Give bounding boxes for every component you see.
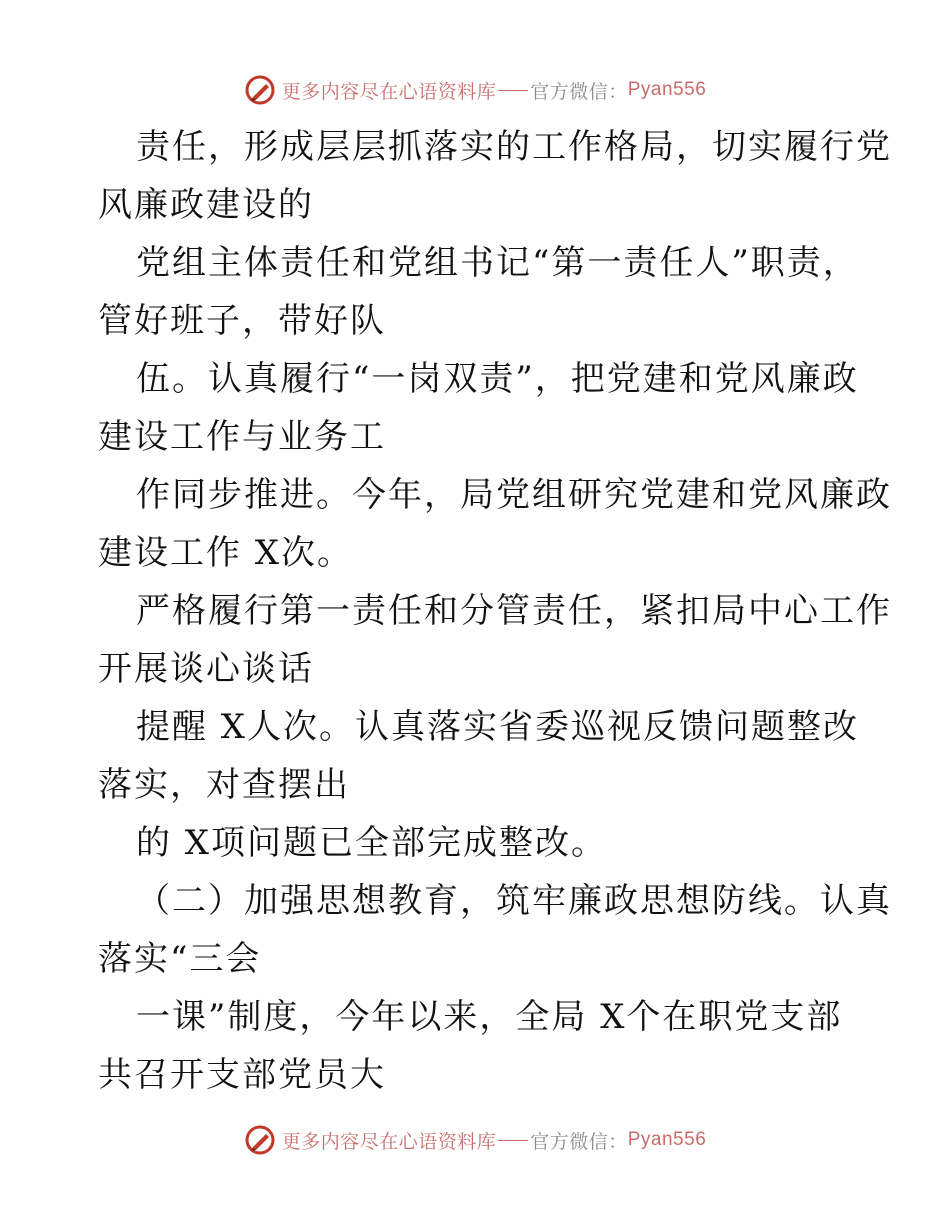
paragraph [98, 350, 858, 466]
paragraph-line: 管好班子，带好队 [98, 301, 386, 341]
paragraph-line: 共召开支部党员大 [98, 1055, 386, 1095]
watermark-text: 更多内容尽在心语资料库 [281, 80, 497, 103]
paragraph-line: 提醒 X人次。认真落实省委巡视反馈问题整改 [136, 707, 860, 747]
paragraph-line: 开展谈心谈话 [98, 649, 314, 689]
paragraph-line: （二）加强思想教育，筑牢廉政思想防线。认真 [136, 881, 892, 921]
paragraph-line: 作同步推进。今年，局党组研究党建和党风廉政 [136, 475, 892, 515]
paragraph [98, 234, 858, 350]
paragraph [98, 698, 858, 814]
paragraph-line: 建设工作 X次。 [98, 533, 354, 573]
pen-seal-icon [244, 1124, 276, 1156]
watermark-text: 更多内容尽在心语资料库 [281, 1130, 497, 1153]
paragraph [98, 814, 858, 872]
watermark-id: Pyan556 [627, 1129, 707, 1150]
watermark-id: Pyan556 [627, 79, 707, 100]
paragraph-line: 严格履行第一责任和分管责任，紧扣局中心工作 [136, 591, 892, 631]
paragraph-line: 责任，形成层层抓落实的工作格局，切实履行党 [136, 127, 892, 167]
paragraph-line: 的 X项问题已全部完成整改。 [136, 823, 608, 863]
pen-seal-icon [244, 74, 276, 106]
watermark-dash [498, 1140, 528, 1141]
header-watermark [0, 70, 950, 110]
document-body [98, 118, 892, 1104]
watermark-label: 官方微信： [530, 80, 628, 103]
paragraph [98, 872, 892, 988]
paragraph [98, 582, 892, 698]
footer-watermark [0, 1120, 950, 1160]
paragraph [98, 118, 892, 234]
paragraph-line: 风廉政建设的 [98, 185, 314, 225]
watermark-label: 官方微信： [530, 1130, 628, 1153]
paragraph-line: 党组主体责任和党组书记“第一责任人”职责， [136, 243, 859, 283]
paragraph-line: 伍。认真履行“一岗双责”，把党建和党风廉政 [136, 359, 859, 399]
paragraph [98, 988, 858, 1104]
paragraph-line: 一课”制度，今年以来，全局 X个在职党支部 [136, 997, 843, 1037]
paragraph [98, 466, 892, 582]
paragraph-line: 建设工作与业务工 [98, 417, 386, 457]
paragraph-line: 落实“三会 [98, 939, 262, 979]
paragraph-line: 落实，对查摆出 [98, 765, 350, 805]
watermark-dash [498, 90, 528, 91]
